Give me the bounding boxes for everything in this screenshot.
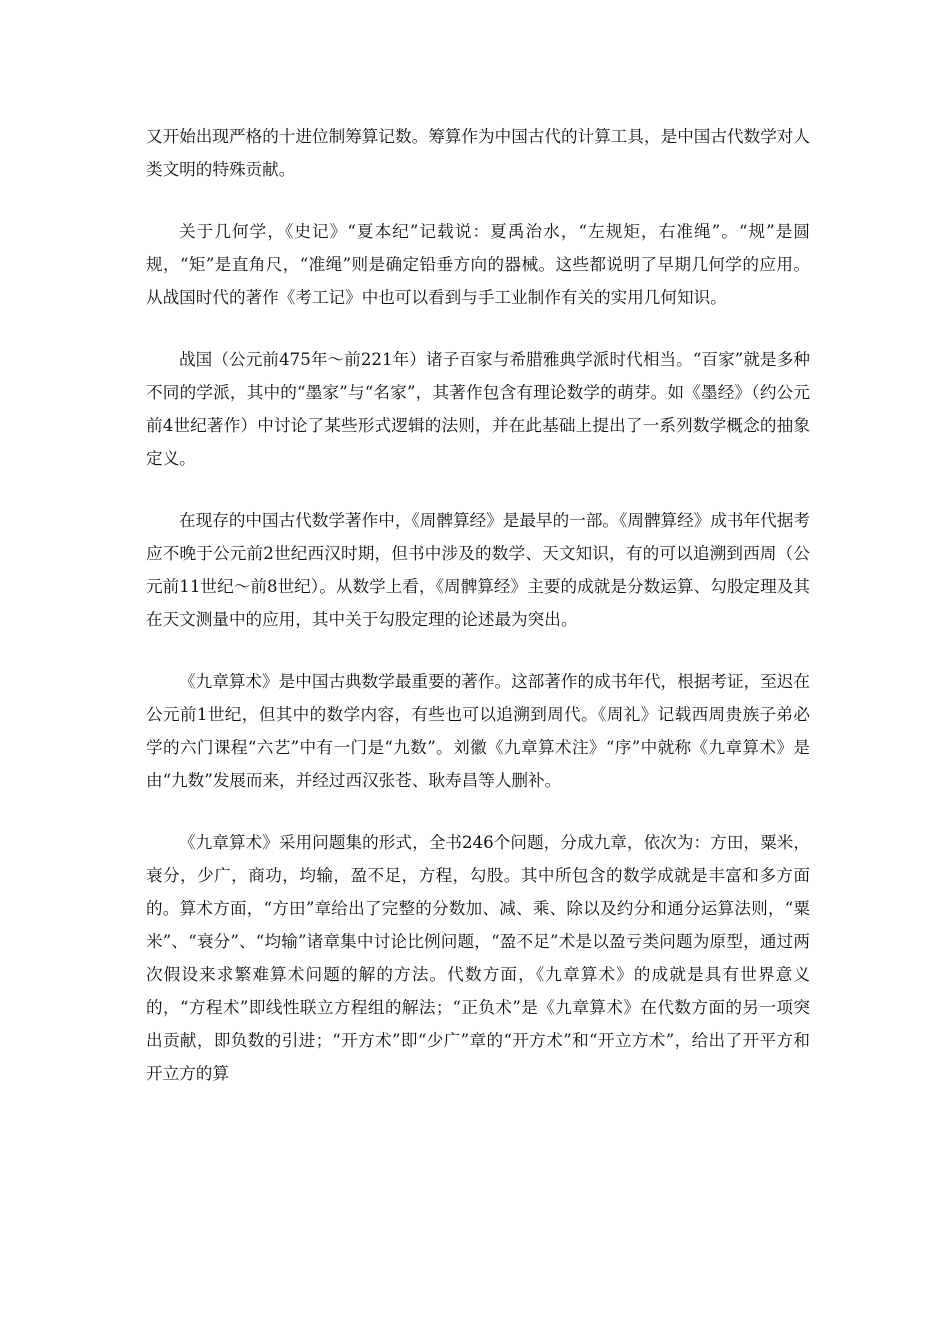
paragraph-jiuzhang-origin: 《九章算术》是中国古典数学最重要的著作。这部著作的成书年代，根据考证，至迟在公元前1世纪，但其中的数学内容，有些也可以追溯到周代。《周礼》记载西周贵族子弟必学的六门课程“六艺”中有一门是“九数”。刘徽《九章算术注》“序”中就称《九章算术》是由“九数”发展而来，并经过西汉张苍、耿寿昌等人删补。: [146, 672, 810, 790]
paragraph-continued: 又开始出现严格的十进位制筹算记数。筹算作为中国古代的计算工具，是中国古代数学对人类文明的特殊贡献。: [146, 127, 810, 179]
document-page: [146, 120, 810, 1119]
paragraph-warring-states: 战国（公元前475年～前221年）诸子百家与希腊雅典学派时代相当。“百家”就是多种不同的学派，其中的“墨家”与“名家”，其著作包含有理论数学的萌芽。如《墨经》（约公元前4世纪著作）中讨论了某些形式逻辑的法则，并在此基础上提出了一系列数学概念的抽象定义。: [146, 350, 810, 468]
paragraph-geometry: 关于几何学，《史记》“夏本纪”记载说：夏禹治水，“左规矩，右准绳”。“规”是圆规，“矩”是直角尺，“准绳”则是确定铅垂方向的器械。这些都说明了早期几何学的应用。从战国时代的著作《考工记》中也可以看到与手工业制作有关的实用几何知识。: [146, 222, 810, 307]
paragraph-jiuzhang-content: 《九章算术》采用问题集的形式，全书246个问题，分成九章，依次为：方田，粟米，衰分，少广，商功，均输，盈不足，方程，勾股。其中所包含的数学成就是丰富和多方面的。算术方面，“方田”章给出了完整的分数加、减、乘、除以及约分和通分运算法则，“粟米”、“衰分”、“均输”诸章集中讨论比例问题，“盈不足”术是以盈亏类问题为原型，通过两次假设来求繁难算术问题的解的方法。代数方面，《九章算术》的成就是具有世界意义的，“方程术”即线性联立方程组的解法；“正负术”是《九章算术》在代数方面的另一项突出贡献，即负数的引进；“开方术”即“少广”章的“开方术”和“开立方术”，给出了开平方和开立方的算: [146, 833, 810, 1083]
paragraph-zhoubi-suanjing: 在现存的中国古代数学著作中，《周髀算经》是最早的一部。《周髀算经》成书年代据考应不晚于公元前2世纪西汉时期，但书中涉及的数学、天文知识，有的可以追溯到西周（公元前11世纪～前8世纪）。从数学上看，《周髀算经》主要的成就是分数运算、勾股定理及其在天文测量中的应用，其中关于勾股定理的论述最为突出。: [146, 511, 810, 629]
